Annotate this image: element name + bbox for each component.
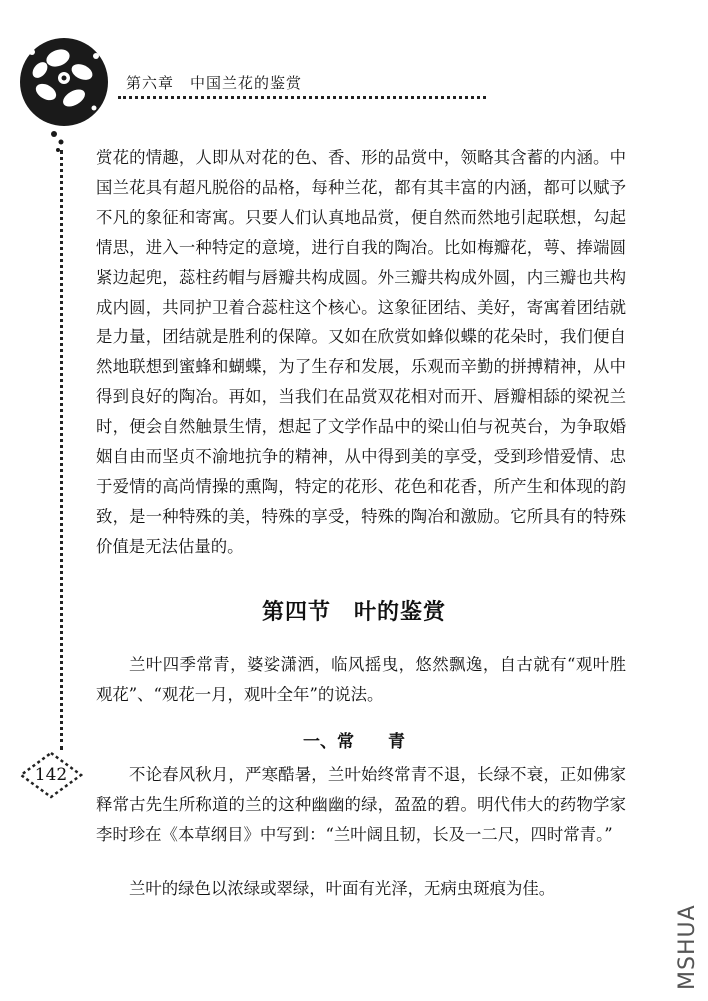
body-paragraph-1: 赏花的情趣，人即从对花的色、香、形的品赏中，领略其含蓄的内涵。中国兰花具有超凡脱俗的品格，每种兰花，都有其丰富的内涵，都可以赋予不凡的象征和寄寓。只要人们认真地品赏，便自然而然地引起联想，勾起情思，进入一种特定的意境，进行自我的陶冶。比如梅瓣花，萼、捧端圆紧边起兜，蕊柱药帽与唇瓣共构成圆。外三瓣共构成外圆，内三瓣也共构成内圆，共同护卫着合蕊柱这个核心。这象征团结、美好，寄寓着团结就是力量，团结就是胜利的保障。又如在欣赏如蜂似蝶的花朵时，我们便自然地联想到蜜蜂和蝴蝶，为了生存和发展，乐观而辛勤的拼搏精神，从中得到良好的陶冶。再如，当我们在品赏双花相对而开、唇瓣相舔的梁祝兰时，便会自然触景生情，想起了文学作品中的梁山伯与祝英台，为争取婚姻自由而坚贞不渝地抗争的精神，从中得到美的享受，受到珍惜爱情、忠于爱情的高尚情操的熏陶，特定的花形、花色和花香，所产生和体现的韵致，是一种特殊的美，特殊的享受，特殊的陶冶和激励。它所具有的特殊价值是无法估量的。 — [96, 148, 626, 556]
body-paragraph-2: 兰叶四季常青，婆娑潇洒，临风摇曳，悠然飘逸，自古就有“观叶胜观花”、“观花一月，观叶全年”的说法。 — [96, 655, 626, 704]
body-paragraph-4: 兰叶的绿色以浓绿或翠绿，叶面有光泽，无病虫斑痕为佳。 — [129, 879, 556, 898]
watermark-text — [670, 882, 700, 992]
subsection-title: 一、常 青 — [303, 732, 405, 752]
body-paragraph-3: 不论春风秋月，严寒酷暑，兰叶始终常青不退，长绿不衰，正如佛家释常古先生所称道的兰的这种幽幽的绿，盈盈的碧。明代伟大的药物学家李时珍在《本草纲目》中写到：“兰叶阔且韧，长及一二尺，四时常青。” — [96, 765, 626, 844]
side-border — [60, 150, 63, 750]
svg-text:MSHUA: MSHUA — [675, 904, 700, 990]
orchid-flower-icon — [14, 30, 114, 155]
page-number: 142 — [34, 765, 68, 785]
header-divider — [118, 96, 486, 99]
chapter-header: 第六章 中国兰花的鉴赏 — [126, 74, 303, 92]
section-title: 第四节 叶的鉴赏 — [261, 600, 446, 625]
